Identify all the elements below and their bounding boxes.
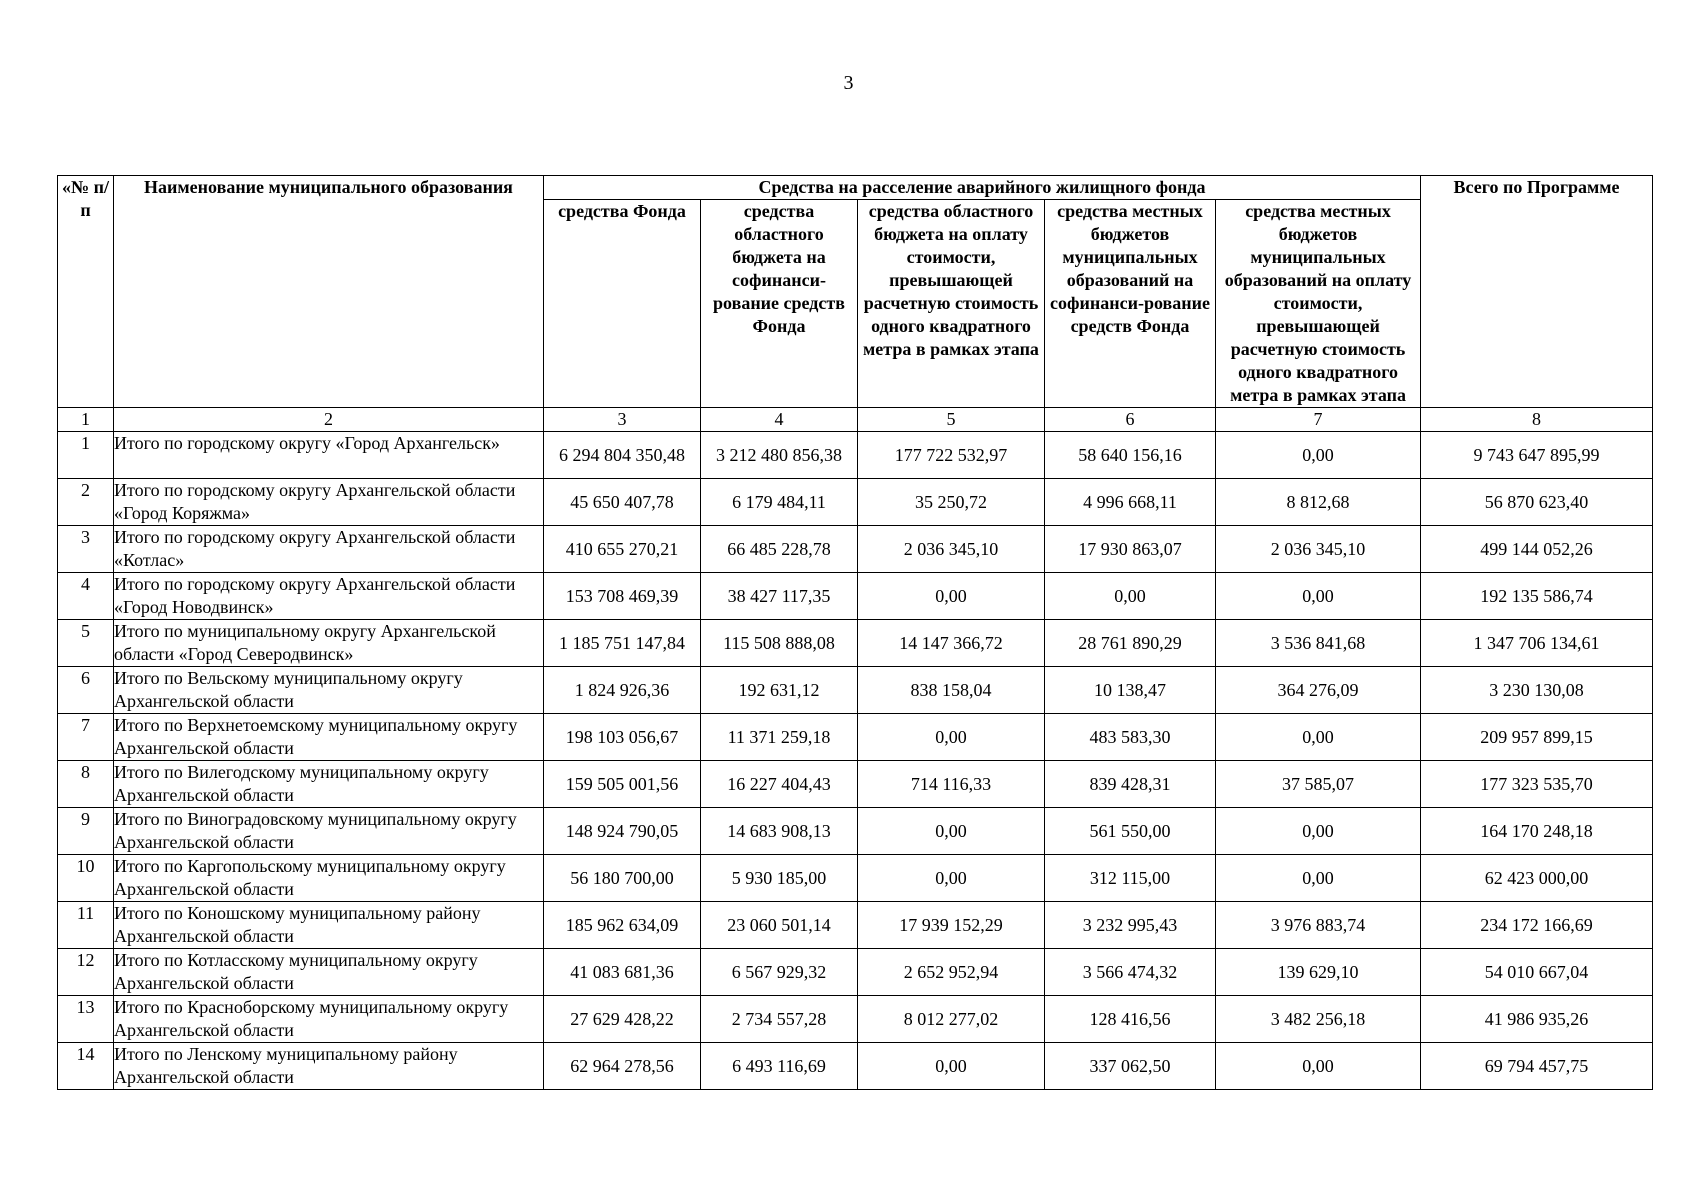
regional-cofinance-amount: 6 179 484,11 bbox=[701, 479, 858, 526]
local-cofinance-amount: 312 115,00 bbox=[1045, 855, 1216, 902]
total-amount: 56 870 623,40 bbox=[1421, 479, 1653, 526]
table-row bbox=[58, 855, 1653, 902]
local-excess-amount: 3 976 883,74 bbox=[1216, 902, 1421, 949]
regional-cofinance-amount: 38 427 117,35 bbox=[701, 573, 858, 620]
table-row bbox=[58, 949, 1653, 996]
fund-amount: 41 083 681,36 bbox=[544, 949, 701, 996]
total-amount: 209 957 899,15 bbox=[1421, 714, 1653, 761]
page-number: 3 bbox=[843, 72, 854, 94]
regional-excess-amount: 8 012 277,02 bbox=[858, 996, 1045, 1043]
column-number-row bbox=[58, 408, 1653, 432]
table-row bbox=[58, 479, 1653, 526]
municipality-name: Итого по Вилегодскому муниципальному округу Архангельской области bbox=[114, 761, 544, 808]
table-row bbox=[58, 667, 1653, 714]
column-number: 7 bbox=[1216, 408, 1421, 432]
column-number: 3 bbox=[544, 408, 701, 432]
regional-excess-amount: 838 158,04 bbox=[858, 667, 1045, 714]
row-number: 10 bbox=[58, 855, 114, 902]
total-amount: 62 423 000,00 bbox=[1421, 855, 1653, 902]
local-excess-amount: 364 276,09 bbox=[1216, 667, 1421, 714]
fund-amount: 27 629 428,22 bbox=[544, 996, 701, 1043]
regional-excess-amount: 14 147 366,72 bbox=[858, 620, 1045, 667]
municipality-name: Итого по Каргопольскому муниципальному округу Архангельской области bbox=[114, 855, 544, 902]
regional-cofinance-amount: 6 493 116,69 bbox=[701, 1043, 858, 1090]
column-number: 8 bbox=[1421, 408, 1653, 432]
local-excess-amount: 0,00 bbox=[1216, 432, 1421, 479]
municipality-name: Итого по Ленскому муниципальному району Архангельской области bbox=[114, 1043, 544, 1090]
row-number: 8 bbox=[58, 761, 114, 808]
local-cofinance-amount: 839 428,31 bbox=[1045, 761, 1216, 808]
local-cofinance-amount: 28 761 890,29 bbox=[1045, 620, 1216, 667]
fund-amount: 410 655 270,21 bbox=[544, 526, 701, 573]
header-sub-fund: средства Фонда bbox=[544, 200, 701, 408]
table-row bbox=[58, 714, 1653, 761]
local-excess-amount: 0,00 bbox=[1216, 855, 1421, 902]
table-row bbox=[58, 1043, 1653, 1090]
row-number: 11 bbox=[58, 902, 114, 949]
local-cofinance-amount: 483 583,30 bbox=[1045, 714, 1216, 761]
row-number: 12 bbox=[58, 949, 114, 996]
fund-amount: 45 650 407,78 bbox=[544, 479, 701, 526]
total-amount: 41 986 935,26 bbox=[1421, 996, 1653, 1043]
fund-amount: 62 964 278,56 bbox=[544, 1043, 701, 1090]
municipality-name: Итого по городскому округу Архангельской области «Город Новодвинск» bbox=[114, 573, 544, 620]
fund-amount: 185 962 634,09 bbox=[544, 902, 701, 949]
table-row bbox=[58, 761, 1653, 808]
local-excess-amount: 37 585,07 bbox=[1216, 761, 1421, 808]
municipality-name: Итого по городскому округу Архангельской области «Котлас» bbox=[114, 526, 544, 573]
municipality-name: Итого по Коношскому муниципальному району Архангельской области bbox=[114, 902, 544, 949]
local-cofinance-amount: 128 416,56 bbox=[1045, 996, 1216, 1043]
header-group: Средства на расселение аварийного жилищного фонда bbox=[544, 176, 1421, 200]
row-number: 9 bbox=[58, 808, 114, 855]
regional-excess-amount: 177 722 532,97 bbox=[858, 432, 1045, 479]
regional-cofinance-amount: 115 508 888,08 bbox=[701, 620, 858, 667]
table-row bbox=[58, 526, 1653, 573]
total-amount: 3 230 130,08 bbox=[1421, 667, 1653, 714]
regional-excess-amount: 0,00 bbox=[858, 1043, 1045, 1090]
total-amount: 499 144 052,26 bbox=[1421, 526, 1653, 573]
row-number: 13 bbox=[58, 996, 114, 1043]
fund-amount: 198 103 056,67 bbox=[544, 714, 701, 761]
regional-excess-amount: 2 036 345,10 bbox=[858, 526, 1045, 573]
row-number: 3 bbox=[58, 526, 114, 573]
local-cofinance-amount: 58 640 156,16 bbox=[1045, 432, 1216, 479]
fund-amount: 6 294 804 350,48 bbox=[544, 432, 701, 479]
municipality-name: Итого по муниципальному округу Архангельской области «Город Северодвинск» bbox=[114, 620, 544, 667]
fund-amount: 56 180 700,00 bbox=[544, 855, 701, 902]
local-cofinance-amount: 4 996 668,11 bbox=[1045, 479, 1216, 526]
total-amount: 1 347 706 134,61 bbox=[1421, 620, 1653, 667]
municipality-name: Итого по городскому округу Архангельской области «Город Коряжма» bbox=[114, 479, 544, 526]
local-excess-amount: 0,00 bbox=[1216, 1043, 1421, 1090]
header-col-name: Наименование муниципального образования bbox=[114, 176, 544, 408]
municipality-name: Итого по Верхнетоемскому муниципальному округу Архангельской области bbox=[114, 714, 544, 761]
local-excess-amount: 0,00 bbox=[1216, 808, 1421, 855]
municipality-name: Итого по городскому округу «Город Архангельск» bbox=[114, 432, 544, 479]
row-number: 6 bbox=[58, 667, 114, 714]
regional-excess-amount: 714 116,33 bbox=[858, 761, 1045, 808]
local-excess-amount: 2 036 345,10 bbox=[1216, 526, 1421, 573]
total-amount: 69 794 457,75 bbox=[1421, 1043, 1653, 1090]
local-excess-amount: 139 629,10 bbox=[1216, 949, 1421, 996]
table-row bbox=[58, 432, 1653, 479]
column-number: 5 bbox=[858, 408, 1045, 432]
table-row bbox=[58, 573, 1653, 620]
header-sub-local-cofinance: средства местных бюджетов муниципальных образований на софинанси-рование средств Фонда bbox=[1045, 200, 1216, 408]
header-col-total: Всего по Программе bbox=[1421, 176, 1653, 408]
local-excess-amount: 0,00 bbox=[1216, 573, 1421, 620]
regional-excess-amount: 0,00 bbox=[858, 808, 1045, 855]
total-amount: 164 170 248,18 bbox=[1421, 808, 1653, 855]
local-excess-amount: 3 482 256,18 bbox=[1216, 996, 1421, 1043]
row-number: 5 bbox=[58, 620, 114, 667]
regional-cofinance-amount: 16 227 404,43 bbox=[701, 761, 858, 808]
total-amount: 54 010 667,04 bbox=[1421, 949, 1653, 996]
regional-cofinance-amount: 3 212 480 856,38 bbox=[701, 432, 858, 479]
municipality-name: Итого по Котласскому муниципальному округу Архангельской области bbox=[114, 949, 544, 996]
regional-excess-amount: 0,00 bbox=[858, 855, 1045, 902]
regional-cofinance-amount: 23 060 501,14 bbox=[701, 902, 858, 949]
fund-amount: 159 505 001,56 bbox=[544, 761, 701, 808]
regional-excess-amount: 35 250,72 bbox=[858, 479, 1045, 526]
regional-cofinance-amount: 2 734 557,28 bbox=[701, 996, 858, 1043]
header-col-num: «№ п/п bbox=[58, 176, 114, 408]
regional-cofinance-amount: 192 631,12 bbox=[701, 667, 858, 714]
header-sub-regional-cofinance: средства областного бюджета на софинанси-рование средств Фонда bbox=[701, 200, 858, 408]
regional-cofinance-amount: 11 371 259,18 bbox=[701, 714, 858, 761]
column-number: 6 bbox=[1045, 408, 1216, 432]
local-excess-amount: 0,00 bbox=[1216, 714, 1421, 761]
row-number: 2 bbox=[58, 479, 114, 526]
municipality-name: Итого по Вельскому муниципальному округу Архангельской области bbox=[114, 667, 544, 714]
row-number: 7 bbox=[58, 714, 114, 761]
local-cofinance-amount: 561 550,00 bbox=[1045, 808, 1216, 855]
total-amount: 192 135 586,74 bbox=[1421, 573, 1653, 620]
regional-cofinance-amount: 5 930 185,00 bbox=[701, 855, 858, 902]
municipality-name: Итого по Виноградовскому муниципальному округу Архангельской области bbox=[114, 808, 544, 855]
row-number: 14 bbox=[58, 1043, 114, 1090]
regional-excess-amount: 2 652 952,94 bbox=[858, 949, 1045, 996]
local-cofinance-amount: 3 232 995,43 bbox=[1045, 902, 1216, 949]
column-number: 1 bbox=[58, 408, 114, 432]
local-excess-amount: 3 536 841,68 bbox=[1216, 620, 1421, 667]
fund-amount: 148 924 790,05 bbox=[544, 808, 701, 855]
fund-amount: 153 708 469,39 bbox=[544, 573, 701, 620]
table-row bbox=[58, 902, 1653, 949]
local-cofinance-amount: 3 566 474,32 bbox=[1045, 949, 1216, 996]
regional-cofinance-amount: 6 567 929,32 bbox=[701, 949, 858, 996]
local-excess-amount: 8 812,68 bbox=[1216, 479, 1421, 526]
table-row bbox=[58, 996, 1653, 1043]
row-number: 4 bbox=[58, 573, 114, 620]
row-number: 1 bbox=[58, 432, 114, 479]
total-amount: 177 323 535,70 bbox=[1421, 761, 1653, 808]
table-row bbox=[58, 620, 1653, 667]
regional-cofinance-amount: 14 683 908,13 bbox=[701, 808, 858, 855]
total-amount: 234 172 166,69 bbox=[1421, 902, 1653, 949]
fund-amount: 1 185 751 147,84 bbox=[544, 620, 701, 667]
regional-excess-amount: 0,00 bbox=[858, 573, 1045, 620]
column-number: 4 bbox=[701, 408, 858, 432]
regional-cofinance-amount: 66 485 228,78 bbox=[701, 526, 858, 573]
local-cofinance-amount: 0,00 bbox=[1045, 573, 1216, 620]
local-cofinance-amount: 10 138,47 bbox=[1045, 667, 1216, 714]
municipality-name: Итого по Красноборскому муниципальному округу Архангельской области bbox=[114, 996, 544, 1043]
total-amount: 9 743 647 895,99 bbox=[1421, 432, 1653, 479]
regional-excess-amount: 17 939 152,29 bbox=[858, 902, 1045, 949]
header-sub-regional-excess: средства областного бюджета на оплату стоимости, превышающей расчетную стоимость одного квадратного метра в рамках этапа bbox=[858, 200, 1045, 408]
header-sub-local-excess: средства местных бюджетов муниципальных образований на оплату стоимости, превышающей расчетную стоимость одного квадратного метра в рамках этапа bbox=[1216, 200, 1421, 408]
local-cofinance-amount: 337 062,50 bbox=[1045, 1043, 1216, 1090]
table-row bbox=[58, 808, 1653, 855]
regional-excess-amount: 0,00 bbox=[858, 714, 1045, 761]
local-cofinance-amount: 17 930 863,07 bbox=[1045, 526, 1216, 573]
funding-table bbox=[57, 175, 1653, 1090]
column-number: 2 bbox=[114, 408, 544, 432]
fund-amount: 1 824 926,36 bbox=[544, 667, 701, 714]
